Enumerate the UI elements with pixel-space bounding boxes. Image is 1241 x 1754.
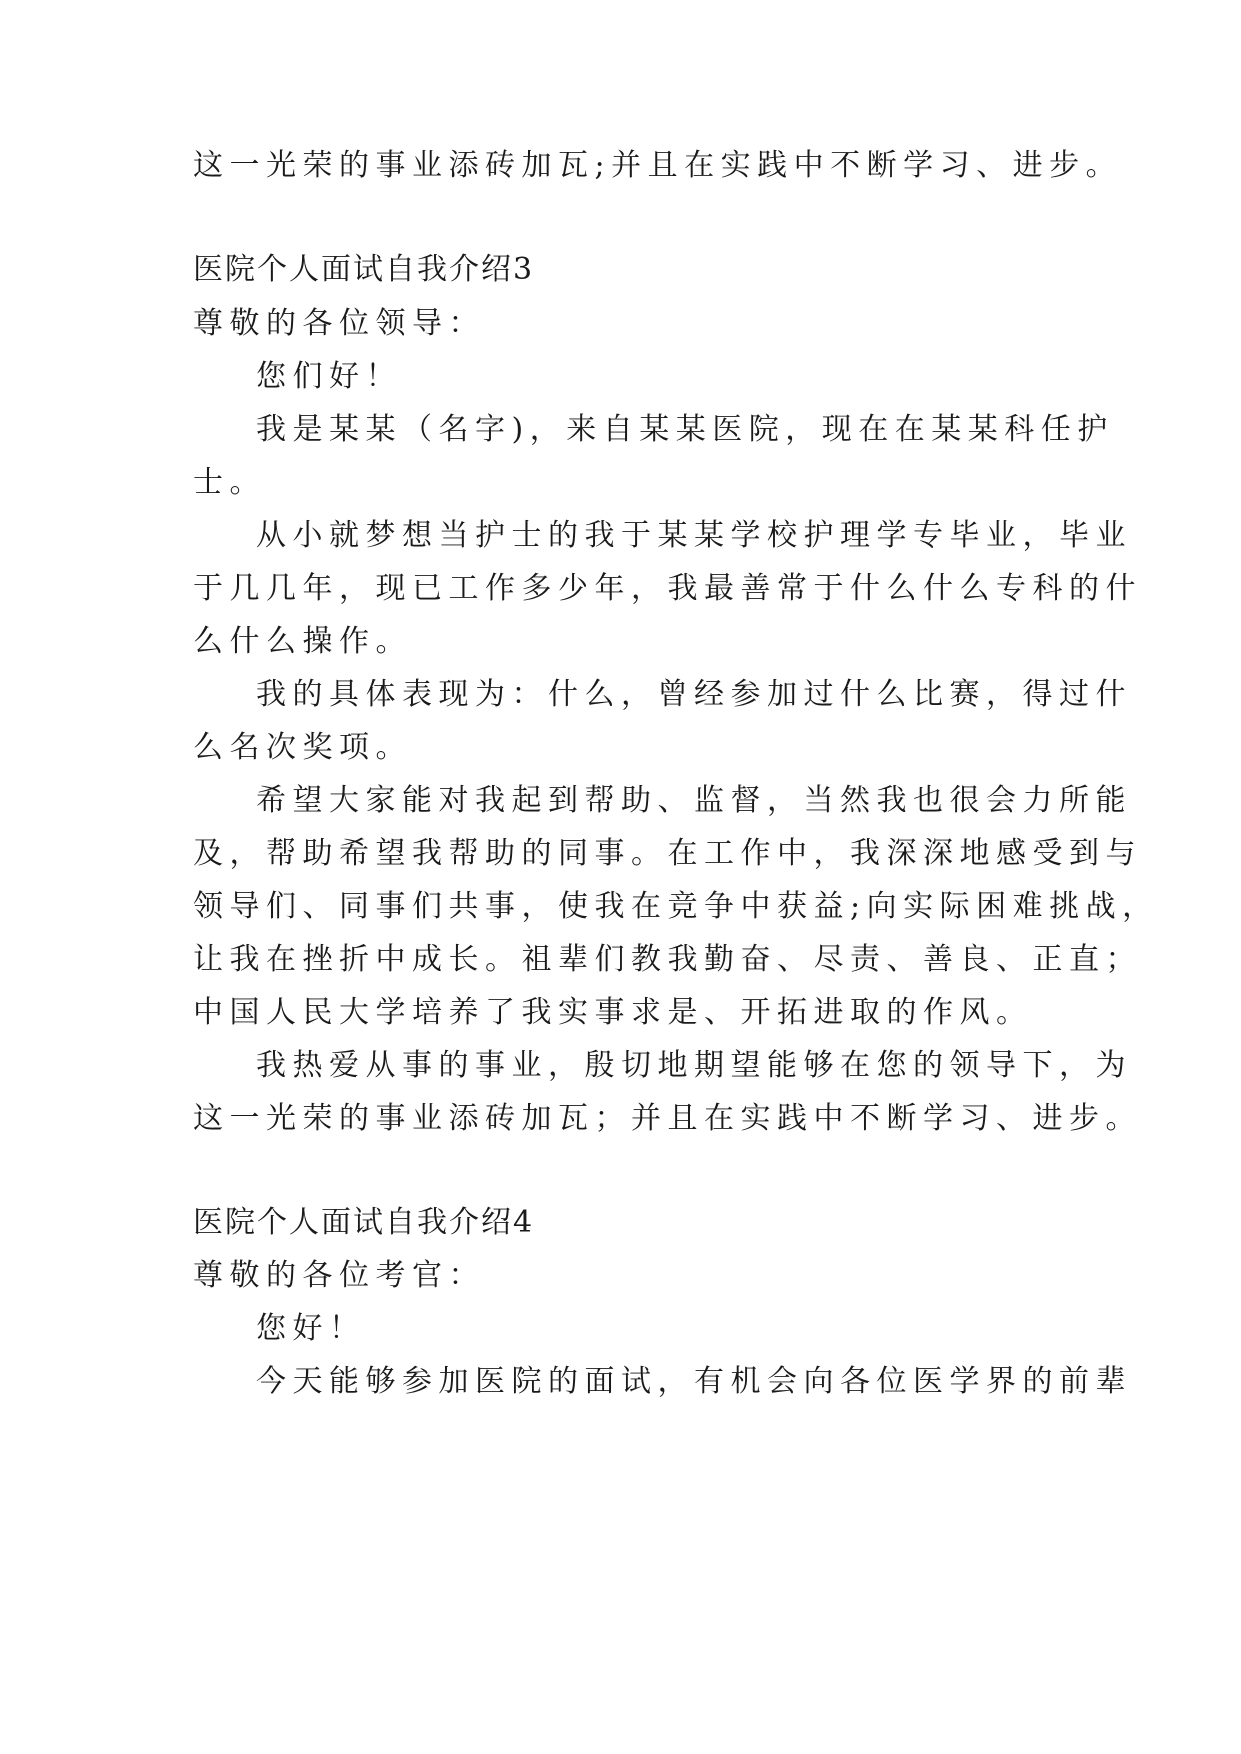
paragraph-line: 希望大家能对我起到帮助、监督，当然我也很会力所能: [256, 783, 1132, 818]
salutation: 尊敬的各位考官：: [193, 1258, 485, 1293]
paragraph-line: 么什么操作。: [193, 624, 412, 659]
paragraph-line: 让我在挫折中成长。祖辈们教我勤奋、尽责、善良、正直；: [193, 942, 1142, 977]
paragraph-line: 领导们、同事们共事，使我在竞争中获益;向实际困难挑战，: [193, 889, 1159, 924]
paragraph-line: 于几几年，现已工作多少年，我最善常于什么什么专科的什: [193, 571, 1142, 606]
paragraph-line: 我热爱从事的事业，殷切地期望能够在您的领导下，为: [256, 1048, 1132, 1083]
paragraph-line: 这一光荣的事业添砖加瓦;并且在实践中不断学习、进步。: [193, 148, 1123, 183]
greeting: 您好！: [256, 1311, 366, 1346]
section-title: 医院个人面试自我介绍3: [193, 252, 535, 287]
paragraph-line: 士。: [193, 465, 266, 500]
paragraph-line: 从小就梦想当护士的我于某某学校护理学专毕业，毕业: [256, 518, 1132, 553]
greeting: 您们好！: [256, 359, 402, 394]
paragraph-line: 我是某某（名字)，来自某某医院，现在在某某科任护: [256, 412, 1114, 447]
section-title: 医院个人面试自我介绍4: [193, 1205, 535, 1240]
paragraph-line: 这一光荣的事业添砖加瓦；并且在实践中不断学习、进步。: [193, 1101, 1142, 1136]
paragraph-line: 我的具体表现为：什么，曾经参加过什么比赛，得过什: [256, 677, 1132, 712]
paragraph-line: 今天能够参加医院的面试，有机会向各位医学界的前辈: [256, 1364, 1132, 1399]
paragraph-line: 及，帮助希望我帮助的同事。在工作中，我深深地感受到与: [193, 836, 1142, 871]
salutation: 尊敬的各位领导：: [193, 306, 485, 341]
paragraph-line: 么名次奖项。: [193, 730, 412, 765]
paragraph-line: 中国人民大学培养了我实事求是、开拓进取的作风。: [193, 995, 1033, 1030]
